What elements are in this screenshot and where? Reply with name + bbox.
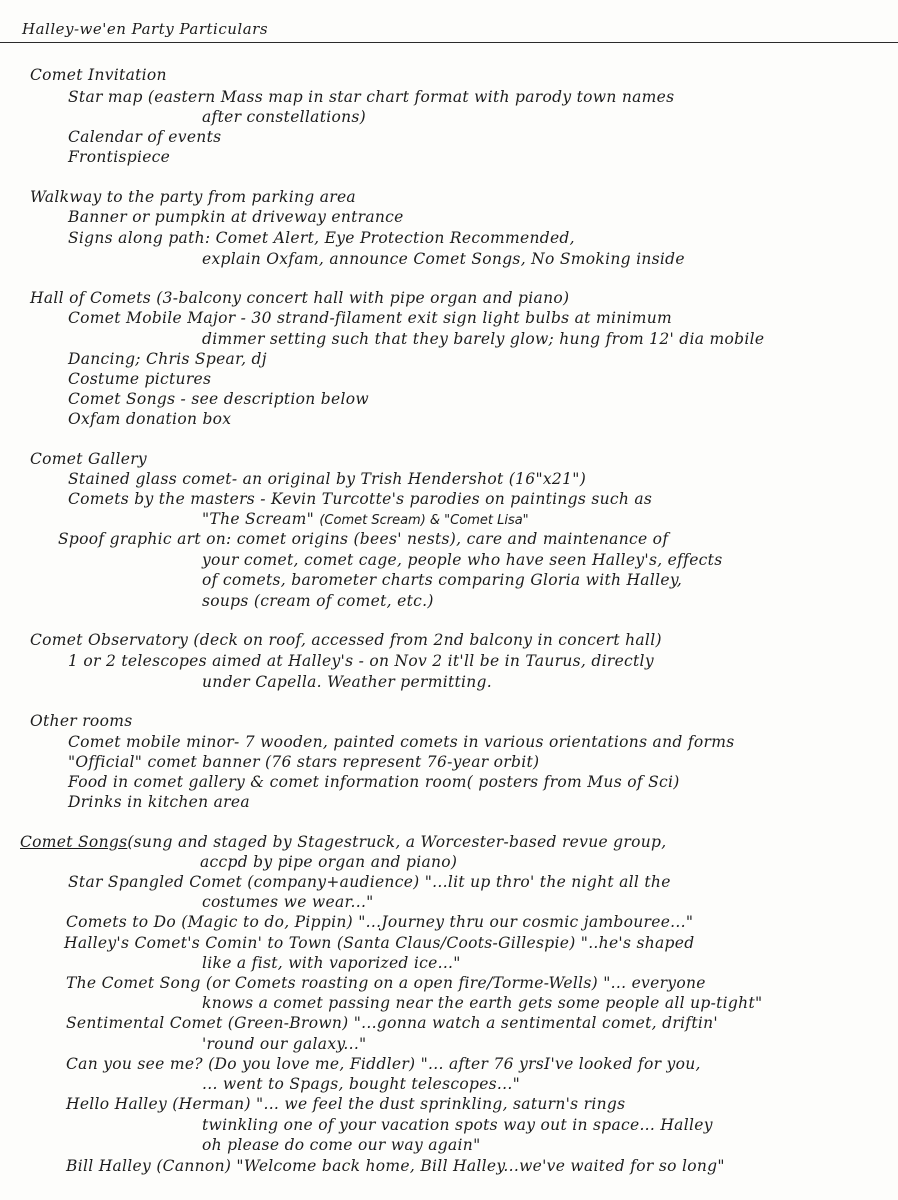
songs-intro: (sung and staged by Stagestruck, a Worcester-based revue group,	[127, 833, 667, 851]
title-divider	[0, 42, 898, 43]
section-heading-walkway: Walkway to the party from parking area	[30, 188, 356, 206]
list-item-continuation: dimmer setting such that they barely glow; hung from 12' dia mobile	[202, 330, 765, 348]
list-item: Comet Songs - see description below	[68, 390, 369, 408]
list-item-continuation: under Capella. Weather permitting.	[202, 673, 493, 691]
song-item: The Comet Song (or Comets roasting on a open fire/Torme-Wells) "... everyone	[66, 974, 706, 992]
painting-title: "The Scream"	[202, 510, 315, 528]
song-item-continuation: 'round our galaxy..."	[202, 1035, 367, 1053]
song-item-continuation: like a fist, with vaporized ice..."	[202, 954, 461, 972]
list-item-continuation: soups (cream of comet, etc.)	[202, 592, 434, 610]
list-item: Comet Mobile Major - 30 strand-filament exit sign light bulbs at minimum	[68, 309, 673, 327]
song-item: Can you see me? (Do you love me, Fiddler) "... after 76 yrsI've looked for you,	[66, 1055, 701, 1073]
list-item-continuation	[202, 510, 529, 530]
list-item: Oxfam donation box	[68, 410, 232, 428]
song-item: Halley's Comet's Comin' to Town (Santa Claus/Coots-Gillespie) "..he's shaped	[64, 934, 695, 952]
song-item: Hello Halley (Herman) "... we feel the dust sprinkling, saturn's rings	[66, 1095, 626, 1113]
section-heading-hall: Hall of Comets (3-balcony concert hall with pipe organ and piano)	[30, 289, 570, 307]
list-item: Stained glass comet- an original by Trish Hendershot (16"x21")	[68, 470, 587, 488]
song-item: Sentimental Comet (Green-Brown) "...gonna watch a sentimental comet, driftin'	[66, 1014, 718, 1032]
list-item: Spoof graphic art on: comet origins (bees' nests), care and maintenance of	[58, 530, 669, 548]
list-item-continuation: your comet, comet cage, people who have seen Halley's, effects	[202, 551, 723, 569]
section-heading-gallery: Comet Gallery	[30, 450, 147, 468]
list-item: Dancing; Chris Spear, dj	[68, 350, 267, 368]
list-item: Frontispiece	[68, 148, 171, 166]
song-item-continuation: knows a comet passing near the earth gets some people all up-tight"	[202, 994, 763, 1012]
section-heading-songs: Comet Songs	[20, 833, 128, 851]
song-item: Bill Halley (Cannon) "Welcome back home, Bill Halley...we've waited for so long"	[66, 1157, 725, 1175]
song-item: Comets to Do (Magic to do, Pippin) "...Journey thru our cosmic jambouree..."	[66, 913, 694, 931]
songs-intro-line	[20, 833, 666, 851]
list-item-continuation: accpd by pipe organ and piano)	[200, 853, 458, 871]
list-item: 1 or 2 telescopes aimed at Halley's - on Nov 2 it'll be in Taurus, directly	[68, 652, 654, 670]
list-item: Comet mobile minor- 7 wooden, painted comets in various orientations and forms	[68, 733, 735, 751]
handwritten-annotation: (Comet Scream) & "Comet Lisa"	[319, 513, 529, 528]
list-item: "Official" comet banner (76 stars represent 76-year orbit)	[68, 753, 540, 771]
section-heading-observatory: Comet Observatory (deck on roof, accessed from 2nd balcony in concert hall)	[30, 631, 662, 649]
list-item: Food in comet gallery & comet information room( posters from Mus of Sci)	[68, 773, 680, 791]
section-heading-other: Other rooms	[30, 712, 133, 730]
song-item-continuation: ... went to Spags, bought telescopes..."	[202, 1075, 521, 1093]
list-item: Costume pictures	[68, 370, 212, 388]
song-item: Star Spangled Comet (company+audience) "...lit up thro' the night all the	[68, 873, 671, 891]
list-item: Calendar of events	[68, 128, 222, 146]
list-item-continuation: of comets, barometer charts comparing Gloria with Halley,	[202, 571, 683, 589]
list-item: Star map (eastern Mass map in star chart format with parody town names	[68, 88, 675, 106]
list-item-continuation: after constellations)	[202, 108, 367, 126]
list-item: Banner or pumpkin at driveway entrance	[68, 208, 404, 226]
list-item-continuation: explain Oxfam, announce Comet Songs, No Smoking inside	[202, 250, 685, 268]
list-item: Signs along path: Comet Alert, Eye Protection Recommended,	[68, 229, 575, 247]
list-item: Comets by the masters - Kevin Turcotte's parodies on paintings such as	[68, 490, 653, 508]
song-item-continuation: oh please do come our way again"	[202, 1136, 481, 1154]
list-item: Drinks in kitchen area	[68, 793, 250, 811]
document-title: Halley-we'en Party Particulars	[22, 20, 269, 38]
song-item-continuation: twinkling one of your vacation spots way out in space... Halley	[202, 1116, 713, 1134]
section-heading-invitation: Comet Invitation	[30, 66, 167, 84]
song-item-continuation: costumes we wear..."	[202, 893, 374, 911]
